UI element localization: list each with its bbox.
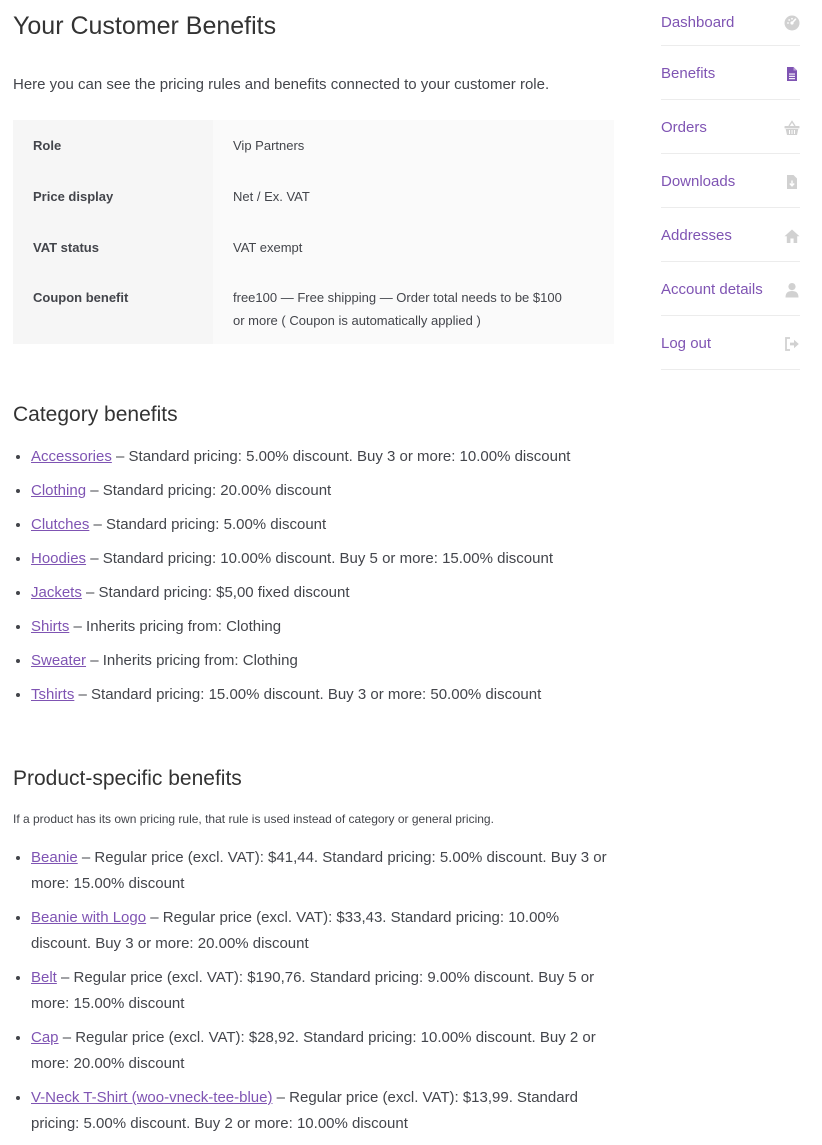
- table-row: [13, 273, 614, 344]
- benefits-table: [13, 120, 614, 344]
- user-icon: [784, 282, 800, 298]
- nav-link-addresses[interactable]: Addresses: [661, 227, 732, 244]
- list-item-text: – Standard pricing: 15.00% discount. Buy 3 or more: 50.00% discount: [74, 686, 542, 703]
- main-content: [13, 0, 614, 1145]
- list-item: [31, 965, 614, 1017]
- product-heading: Product-specific benefits: [13, 767, 242, 790]
- list-item-text: – Standard pricing: 5.00% discount. Buy 3 or more: 10.00% discount: [111, 448, 571, 465]
- list-item: [31, 448, 614, 466]
- list-item: [31, 1025, 614, 1077]
- product-link[interactable]: V-Neck T-Shirt (woo-vneck-tee-blue): [31, 1089, 273, 1106]
- row-value: Vip Partners: [213, 120, 614, 171]
- account-navigation: [661, 0, 800, 370]
- basket-icon: [784, 120, 800, 136]
- dashboard-icon: [784, 15, 800, 31]
- product-link[interactable]: Beanie with Logo: [31, 909, 147, 926]
- nav-item-downloads[interactable]: [661, 154, 800, 208]
- category-link[interactable]: Accessories: [31, 448, 112, 465]
- list-item-text: – Standard pricing: $5,00 fixed discount: [81, 584, 350, 601]
- table-row: [13, 222, 614, 273]
- row-label: Coupon benefit: [13, 273, 213, 344]
- product-link[interactable]: Belt: [31, 969, 57, 986]
- row-label: Role: [13, 120, 213, 171]
- list-item-text: – Regular price (excl. VAT): $13,99. Standard pricing: 5.00% discount. Buy 2 or more: 10.00% discount: [31, 1089, 578, 1132]
- home-icon: [784, 228, 800, 244]
- list-item: [31, 584, 614, 602]
- product-link[interactable]: Cap: [31, 1029, 59, 1046]
- product-list: [13, 845, 614, 1137]
- product-note: If a product has its own pricing rule, that rule is used instead of category or general pricing.: [13, 812, 494, 826]
- row-value: free100 — Free shipping — Order total needs to be $100 or more ( Coupon is automatically applied ): [213, 273, 614, 344]
- row-label: Price display: [13, 171, 213, 222]
- row-value: Net / Ex. VAT: [213, 171, 614, 222]
- list-item: [31, 652, 614, 670]
- nav-link-dashboard[interactable]: Dashboard: [661, 14, 735, 31]
- category-heading: Category benefits: [13, 403, 178, 426]
- list-item: [31, 1085, 614, 1137]
- category-link[interactable]: Tshirts: [31, 686, 75, 703]
- list-item-text: – Regular price (excl. VAT): $41,44. Standard pricing: 5.00% discount. Buy 3 or more: 15.00% discount: [31, 849, 607, 892]
- list-item: [31, 686, 614, 704]
- list-item-text: – Standard pricing: 10.00% discount. Buy 5 or more: 15.00% discount: [86, 550, 553, 567]
- category-link[interactable]: Clothing: [31, 482, 87, 499]
- list-item: [31, 845, 614, 897]
- table-row: [13, 171, 614, 222]
- list-item-text: – Standard pricing: 20.00% discount: [86, 482, 332, 499]
- nav-item-account-details[interactable]: [661, 262, 800, 316]
- intro-text: Here you can see the pricing rules and benefits connected to your customer role.: [13, 76, 550, 93]
- list-item-text: – Standard pricing: 5.00% discount: [89, 516, 327, 533]
- list-item: [31, 618, 614, 636]
- list-item: [31, 516, 614, 534]
- nav-item-benefits[interactable]: [661, 46, 800, 100]
- list-item-text: – Regular price (excl. VAT): $28,92. Standard pricing: 10.00% discount. Buy 2 or more: 20.00% discount: [31, 1029, 596, 1072]
- nav-item-dashboard[interactable]: [661, 0, 800, 46]
- nav-item-orders[interactable]: [661, 100, 800, 154]
- category-link[interactable]: Clutches: [31, 516, 90, 533]
- nav-link-log-out[interactable]: Log out: [661, 335, 712, 352]
- category-link[interactable]: Hoodies: [31, 550, 87, 567]
- product-link[interactable]: Beanie: [31, 849, 78, 866]
- nav-link-account-details[interactable]: Account details: [661, 281, 763, 298]
- nav-item-log-out[interactable]: [661, 316, 800, 370]
- row-value: VAT exempt: [213, 222, 614, 273]
- list-item-text: – Regular price (excl. VAT): $33,43. Standard pricing: 10.00% discount. Buy 3 or more: 20.00% discount: [31, 909, 560, 952]
- nav-link-benefits[interactable]: Benefits: [661, 65, 716, 82]
- list-item-text: – Regular price (excl. VAT): $190,76. Standard pricing: 9.00% discount. Buy 5 or more: 15.00% discount: [31, 969, 595, 1012]
- list-item-text: – Inherits pricing from: Clothing: [86, 652, 298, 669]
- file-download-icon: [784, 174, 800, 190]
- page-title: Your Customer Benefits: [13, 12, 277, 40]
- sign-out-icon: [784, 336, 800, 352]
- list-item-text: – Inherits pricing from: Clothing: [69, 618, 282, 635]
- category-link[interactable]: Sweater: [31, 652, 87, 669]
- row-label: VAT status: [13, 222, 213, 273]
- nav-link-orders[interactable]: Orders: [661, 119, 707, 136]
- list-item: [31, 905, 614, 957]
- nav-link-downloads[interactable]: Downloads: [661, 173, 736, 190]
- nav-item-addresses[interactable]: [661, 208, 800, 262]
- document-icon: [784, 66, 800, 82]
- category-list: [13, 448, 614, 704]
- table-row: [13, 120, 614, 171]
- list-item: [31, 482, 614, 500]
- category-link[interactable]: Shirts: [31, 618, 70, 635]
- category-link[interactable]: Jackets: [31, 584, 82, 601]
- list-item: [31, 550, 614, 568]
